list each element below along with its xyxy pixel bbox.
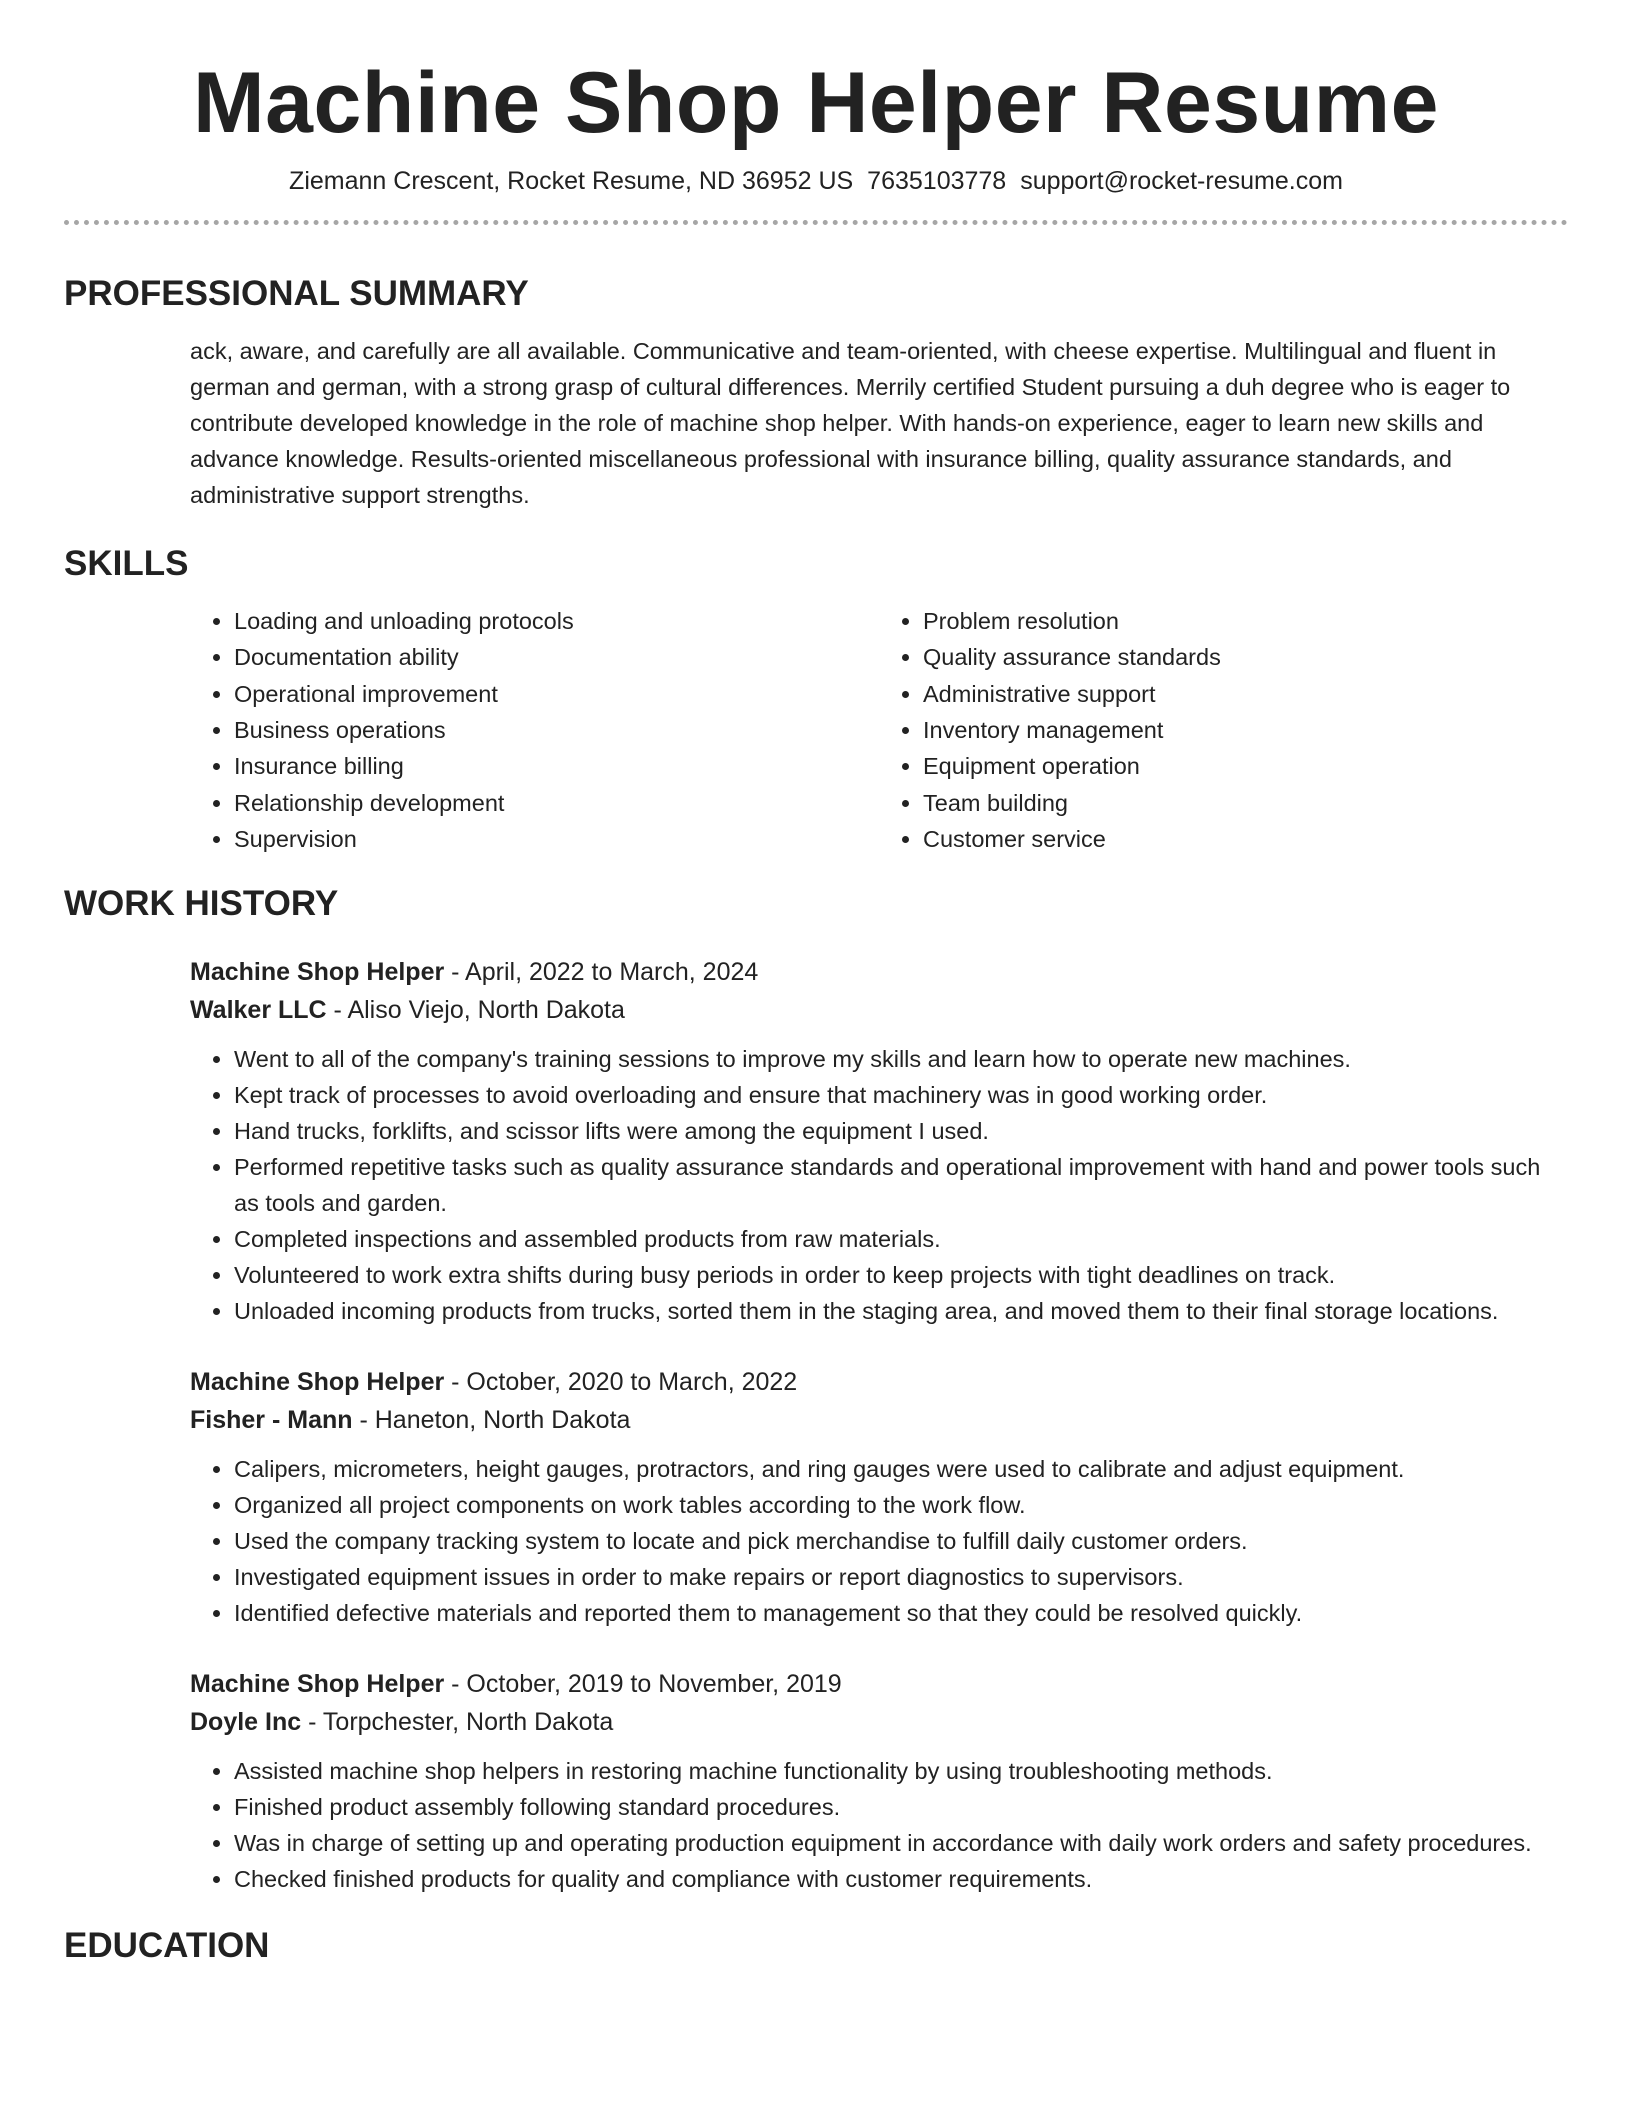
job-bullet: • Kept track of processes to avoid overloading and ensure that machinery was in good working order. xyxy=(234,1077,1568,1113)
contact-address: Ziemann Crescent, Rocket Resume, ND 36952 US xyxy=(289,167,854,196)
job-entry xyxy=(190,953,1568,1329)
job-bullet: • Was in charge of setting up and operating production equipment in accordance with daily work orders and safety procedures. xyxy=(234,1825,1568,1861)
job-company-line xyxy=(190,1401,1568,1439)
job-entry xyxy=(190,1665,1568,1897)
education-heading: EDUCATION xyxy=(64,1926,270,1966)
job-company-line xyxy=(190,991,1568,1029)
skill-item: • Customer service xyxy=(923,821,1568,857)
skill-item: • Administrative support xyxy=(923,676,1568,712)
job-dates: - October, 2020 to March, 2022 xyxy=(444,1368,798,1397)
summary-text: ack, aware, and carefully are all available. Communicative and team-oriented, with cheese expertise. Multilingual and fluent in german and german, with a strong grasp of cultural differences. Merrily certified Student pursuing a duh degree who is eager to contribute developed knowledge in the role of machine shop helper. With hands-on experience, eager to learn new skills and advance knowledge. Results-oriented miscellaneous professional with insurance billing, quality assurance standards, and administrative support strengths. xyxy=(190,338,1511,509)
job-bullet: • Investigated equipment issues in order to make repairs or report diagnostics to supervisors. xyxy=(234,1559,1568,1595)
job-company: Walker LLC xyxy=(190,996,327,1025)
job-entry xyxy=(190,1363,1568,1631)
skill-item: • Documentation ability xyxy=(234,639,879,675)
job-title-line xyxy=(190,1363,1568,1401)
job-bullets xyxy=(190,1753,1568,1897)
skill-item: • Supervision xyxy=(234,821,879,857)
job-company-line xyxy=(190,1703,1568,1741)
skill-item: • Quality assurance standards xyxy=(923,639,1568,675)
skill-item: • Team building xyxy=(923,785,1568,821)
resume-title: Machine Shop Helper Resume xyxy=(193,55,1439,151)
contact-email: support@rocket-resume.com xyxy=(1020,167,1343,196)
work-history-heading: WORK HISTORY xyxy=(64,884,339,924)
contact-line xyxy=(64,167,1568,196)
skills-section xyxy=(64,543,1568,857)
header-divider xyxy=(64,220,1568,225)
skills-list-right xyxy=(879,603,1568,857)
job-bullets xyxy=(190,1451,1568,1631)
job-bullet: • Completed inspections and assembled products from raw materials. xyxy=(234,1221,1568,1257)
job-bullet: • Checked finished products for quality and compliance with customer requirements. xyxy=(234,1861,1568,1897)
job-bullet: • Volunteered to work extra shifts during busy periods in order to keep projects with tight deadlines on track. xyxy=(234,1257,1568,1293)
job-bullet: • Finished product assembly following standard procedures. xyxy=(234,1789,1568,1825)
job-dates: - April, 2022 to March, 2024 xyxy=(444,958,759,987)
job-location: - Aliso Viejo, North Dakota xyxy=(326,996,625,1025)
job-bullet: • Identified defective materials and reported them to management so that they could be resolved quickly. xyxy=(234,1595,1568,1631)
job-role: Machine Shop Helper xyxy=(190,958,445,987)
job-location: - Torpchester, North Dakota xyxy=(301,1708,614,1737)
job-bullet: • Went to all of the company's training sessions to improve my skills and learn how to operate new machines. xyxy=(234,1041,1568,1077)
skill-item: • Loading and unloading protocols xyxy=(234,603,879,639)
job-title-line xyxy=(190,953,1568,991)
job-bullet: • Unloaded incoming products from trucks, sorted them in the staging area, and moved them to their final storage locations. xyxy=(234,1293,1568,1329)
work-history-section xyxy=(64,883,1568,1897)
job-dates: - October, 2019 to November, 2019 xyxy=(444,1670,842,1699)
job-role: Machine Shop Helper xyxy=(190,1670,445,1699)
summary-section xyxy=(64,273,1568,513)
job-bullets xyxy=(190,1041,1568,1329)
skill-item: • Equipment operation xyxy=(923,748,1568,784)
job-bullet: • Organized all project components on work tables according to the work flow. xyxy=(234,1487,1568,1523)
job-location: - Haneton, North Dakota xyxy=(352,1406,631,1435)
job-title-line xyxy=(190,1665,1568,1703)
skills-heading: SKILLS xyxy=(64,544,189,584)
skill-item: • Insurance billing xyxy=(234,748,879,784)
job-bullet: • Assisted machine shop helpers in restoring machine functionality by using troubleshooting methods. xyxy=(234,1753,1568,1789)
skill-item: • Problem resolution xyxy=(923,603,1568,639)
job-bullet: • Used the company tracking system to locate and pick merchandise to fulfill daily customer orders. xyxy=(234,1523,1568,1559)
job-bullet: • Calipers, micrometers, height gauges, protractors, and ring gauges were used to calibrate and adjust equipment. xyxy=(234,1451,1568,1487)
job-company: Doyle Inc xyxy=(190,1708,302,1737)
skill-item: • Relationship development xyxy=(234,785,879,821)
education-section xyxy=(64,1925,1568,1967)
summary-heading: PROFESSIONAL SUMMARY xyxy=(64,274,529,314)
job-bullet: • Hand trucks, forklifts, and scissor lifts were among the equipment I used. xyxy=(234,1113,1568,1149)
contact-phone: 7635103778 xyxy=(867,167,1007,196)
skill-item: • Inventory management xyxy=(923,712,1568,748)
job-bullet: • Performed repetitive tasks such as quality assurance standards and operational improvement with hand and power tools such as tools and garden. xyxy=(234,1149,1568,1221)
skill-item: • Operational improvement xyxy=(234,676,879,712)
job-company: Fisher - Mann xyxy=(190,1406,353,1435)
job-role: Machine Shop Helper xyxy=(190,1368,445,1397)
skill-item: • Business operations xyxy=(234,712,879,748)
skills-list-left xyxy=(190,603,879,857)
